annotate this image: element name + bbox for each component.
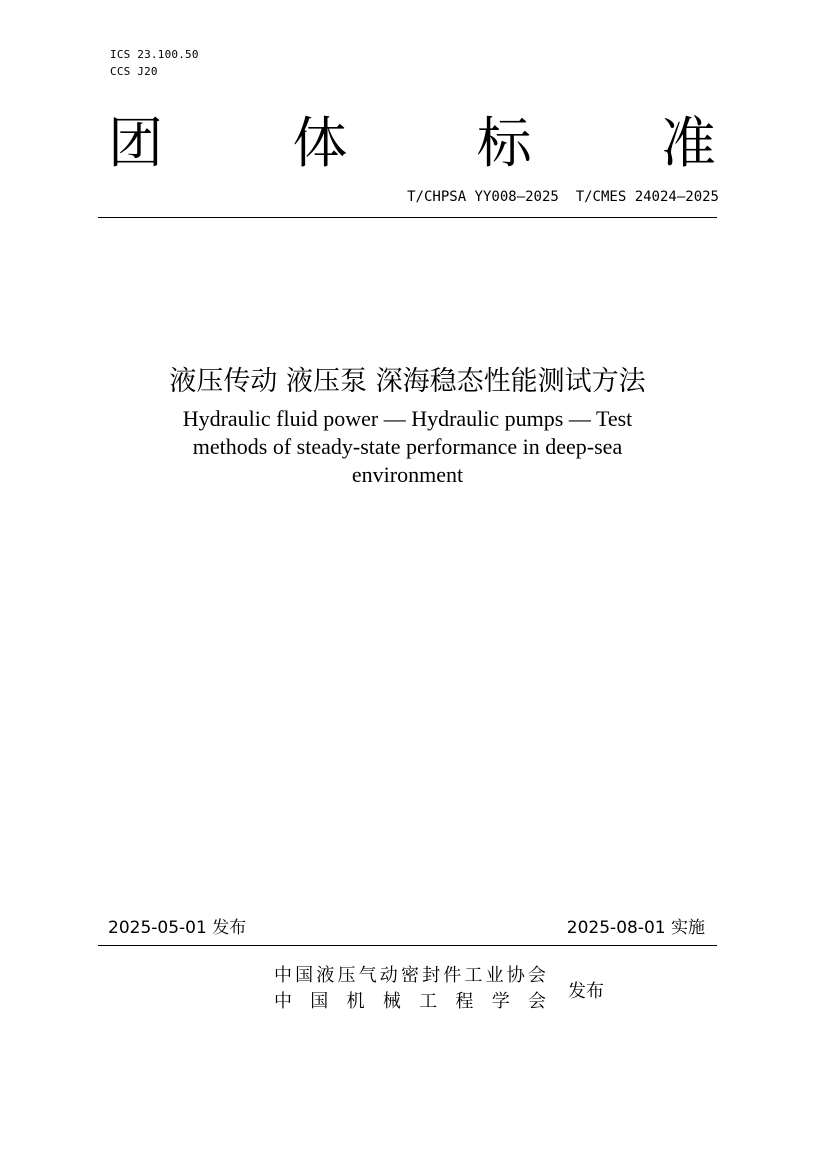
- publisher-2-char: 会: [527, 991, 546, 1012]
- ccs-code: CCS J20: [110, 65, 158, 78]
- implementation-date: 2025-08-01 实施: [566, 918, 705, 938]
- english-title-line-1: Hydraulic fluid power — Hydraulic pumps — Test: [182, 406, 633, 431]
- footer-divider: [98, 945, 717, 946]
- ics-code: ICS 23.100.50: [110, 48, 199, 61]
- header-divider: [98, 217, 717, 218]
- publisher-2-char: 程: [455, 991, 474, 1012]
- title-char-2: 体: [292, 111, 348, 175]
- publisher-1-char: 压: [337, 965, 356, 986]
- publisher-1-char: 封: [422, 965, 441, 986]
- issue-date: 2025-05-01 发布: [108, 918, 247, 938]
- publisher-1-char: 液: [316, 965, 335, 986]
- title-char-3: 标: [476, 111, 532, 175]
- publisher-2-char: 机: [346, 991, 365, 1012]
- publisher-2-char: 械: [382, 991, 401, 1012]
- english-title-line-2: methods of steady-state performance in deep-sea: [192, 434, 623, 459]
- publisher-chpsa: [274, 963, 546, 989]
- publisher-cmes: [274, 989, 546, 1015]
- publisher-1-char: 动: [379, 965, 398, 986]
- publisher-1-char: 件: [443, 965, 462, 986]
- english-title-line-3: environment: [351, 462, 464, 487]
- title-char-1: 团: [108, 111, 164, 175]
- publisher-1-char: 密: [400, 965, 419, 986]
- title-char-4: 准: [660, 111, 716, 175]
- publisher-1-char: 国: [295, 965, 314, 986]
- publisher-1-char: 气: [358, 965, 377, 986]
- publish-label: 发布: [568, 981, 604, 1002]
- publisher-2-char: 国: [310, 991, 329, 1012]
- chinese-title: 液压传动 液压泵 深海稳态性能测试方法: [169, 366, 646, 397]
- publisher-2-char: 学: [491, 991, 510, 1012]
- standard-numbers: T/CHPSA YY008—2025 T/CMES 24024—2025: [407, 189, 719, 205]
- standard-type-title: [108, 108, 716, 178]
- classification-codes: [110, 46, 199, 80]
- publisher-2-char: 中: [274, 991, 292, 1012]
- publisher-1-char: 业: [485, 965, 504, 986]
- english-title: [120, 405, 695, 489]
- publisher-2-char: 工: [419, 991, 438, 1012]
- publisher-1-char: 工: [464, 965, 483, 986]
- publisher-1-char: 中: [274, 965, 292, 986]
- publisher-1-char: 会: [527, 965, 546, 986]
- publishers-block: [274, 963, 546, 1015]
- publisher-1-char: 协: [506, 965, 525, 986]
